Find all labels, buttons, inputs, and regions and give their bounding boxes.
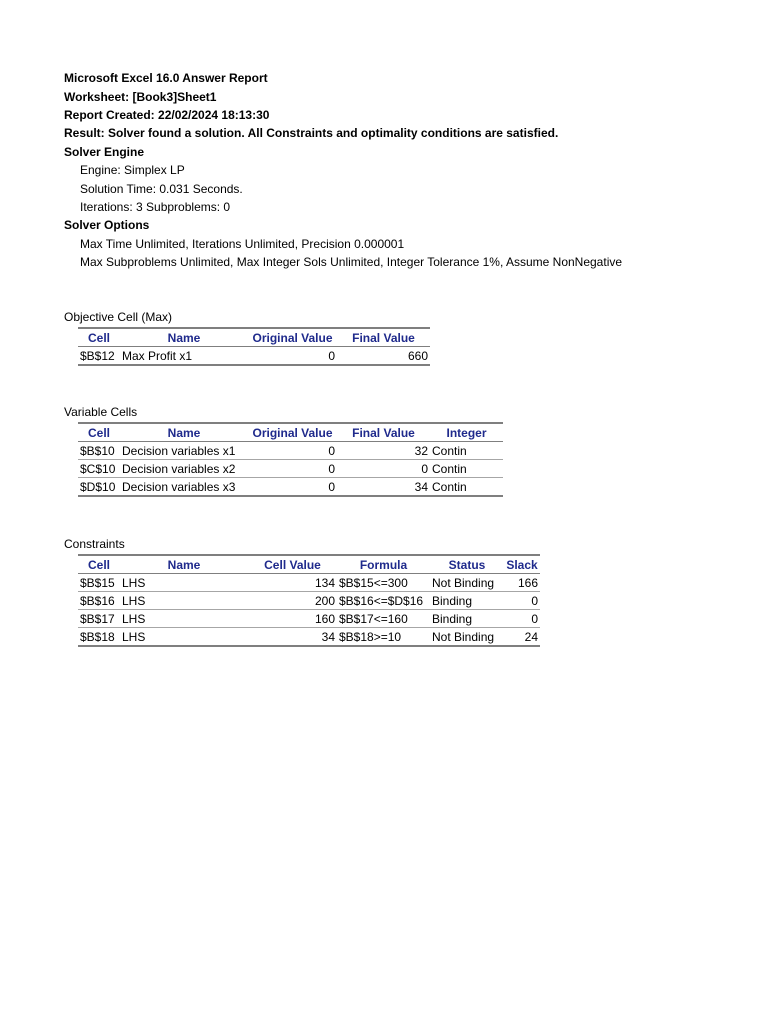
cell-ref: $B$17 bbox=[78, 610, 120, 628]
formula: $B$15<=300 bbox=[337, 574, 430, 592]
column-header: Slack bbox=[504, 555, 540, 574]
final-value: 34 bbox=[337, 478, 430, 497]
table-row bbox=[78, 442, 503, 460]
original-value: 0 bbox=[248, 347, 337, 366]
cell-name: LHS bbox=[120, 610, 248, 628]
report-title: Microsoft Excel 16.0 Answer Report bbox=[64, 71, 268, 85]
original-value: 0 bbox=[248, 478, 337, 497]
table-row bbox=[78, 478, 503, 497]
result-line: Result: Solver found a solution. All Constraints and optimality conditions are satisfied. bbox=[64, 126, 559, 140]
cell-name: LHS bbox=[120, 574, 248, 592]
integer-type: Contin bbox=[430, 442, 503, 460]
objective-header-row bbox=[78, 328, 430, 347]
variables-section-title: Variable Cells bbox=[64, 405, 138, 419]
table-row bbox=[78, 347, 430, 366]
status: Binding bbox=[430, 592, 504, 610]
final-value: 32 bbox=[337, 442, 430, 460]
column-header: Name bbox=[120, 328, 248, 347]
variables-header-row bbox=[78, 423, 503, 442]
column-header: Final Value bbox=[337, 423, 430, 442]
column-header: Original Value bbox=[248, 328, 337, 347]
status: Binding bbox=[430, 610, 504, 628]
cell-value: 34 bbox=[248, 628, 337, 647]
table-row bbox=[78, 610, 540, 628]
cell-ref: $B$10 bbox=[78, 442, 120, 460]
solver-options-heading: Solver Options bbox=[64, 218, 150, 232]
constraints-section-title: Constraints bbox=[64, 537, 125, 551]
final-value: 660 bbox=[337, 347, 430, 366]
constraints-table bbox=[78, 554, 540, 647]
slack: 0 bbox=[504, 592, 540, 610]
cell-ref: $B$12 bbox=[78, 347, 120, 366]
options-line-1: Max Time Unlimited, Iterations Unlimited, Precision 0.000001 bbox=[80, 237, 405, 251]
report-created-line: Report Created: 22/02/2024 18:13:30 bbox=[64, 108, 270, 122]
column-header: Formula bbox=[337, 555, 430, 574]
formula: $B$16<=$D$16 bbox=[337, 592, 430, 610]
cell-value: 200 bbox=[248, 592, 337, 610]
integer-type: Contin bbox=[430, 478, 503, 497]
column-header: Cell Value bbox=[248, 555, 337, 574]
variables-table bbox=[78, 422, 503, 497]
objective-table bbox=[78, 327, 430, 366]
final-value: 0 bbox=[337, 460, 430, 478]
column-header: Cell bbox=[78, 423, 120, 442]
formula: $B$17<=160 bbox=[337, 610, 430, 628]
cell-name: LHS bbox=[120, 592, 248, 610]
table-row bbox=[78, 574, 540, 592]
status: Not Binding bbox=[430, 574, 504, 592]
column-header: Status bbox=[430, 555, 504, 574]
slack: 0 bbox=[504, 610, 540, 628]
cell-name: Decision variables x3 bbox=[120, 478, 248, 497]
column-header: Cell bbox=[78, 328, 120, 347]
engine-line: Engine: Simplex LP bbox=[80, 163, 185, 177]
column-header: Integer bbox=[430, 423, 503, 442]
constraints-header-row bbox=[78, 555, 540, 574]
options-line-2: Max Subproblems Unlimited, Max Integer Sols Unlimited, Integer Tolerance 1%, Assume NonNegative bbox=[80, 255, 623, 269]
solver-engine-heading: Solver Engine bbox=[64, 145, 145, 159]
cell-name: Max Profit x1 bbox=[120, 347, 248, 366]
column-header: Cell bbox=[78, 555, 120, 574]
cell-ref: $B$18 bbox=[78, 628, 120, 647]
integer-type: Contin bbox=[430, 460, 503, 478]
slack: 166 bbox=[504, 574, 540, 592]
cell-ref: $B$16 bbox=[78, 592, 120, 610]
cell-value: 160 bbox=[248, 610, 337, 628]
solution-time-line: Solution Time: 0.031 Seconds. bbox=[80, 182, 243, 196]
slack: 24 bbox=[504, 628, 540, 647]
cell-name: Decision variables x1 bbox=[120, 442, 248, 460]
cell-ref: $C$10 bbox=[78, 460, 120, 478]
column-header: Name bbox=[120, 555, 248, 574]
column-header: Final Value bbox=[337, 328, 430, 347]
iterations-line: Iterations: 3 Subproblems: 0 bbox=[80, 200, 231, 214]
cell-value: 134 bbox=[248, 574, 337, 592]
cell-name: LHS bbox=[120, 628, 248, 647]
objective-section-title: Objective Cell (Max) bbox=[64, 310, 173, 324]
worksheet-line: Worksheet: [Book3]Sheet1 bbox=[64, 90, 217, 104]
table-row bbox=[78, 592, 540, 610]
cell-ref: $B$15 bbox=[78, 574, 120, 592]
column-header: Original Value bbox=[248, 423, 337, 442]
table-row bbox=[78, 460, 503, 478]
cell-name: Decision variables x2 bbox=[120, 460, 248, 478]
original-value: 0 bbox=[248, 460, 337, 478]
status: Not Binding bbox=[430, 628, 504, 647]
table-row bbox=[78, 628, 540, 647]
cell-ref: $D$10 bbox=[78, 478, 120, 497]
column-header: Name bbox=[120, 423, 248, 442]
formula: $B$18>=10 bbox=[337, 628, 430, 647]
original-value: 0 bbox=[248, 442, 337, 460]
